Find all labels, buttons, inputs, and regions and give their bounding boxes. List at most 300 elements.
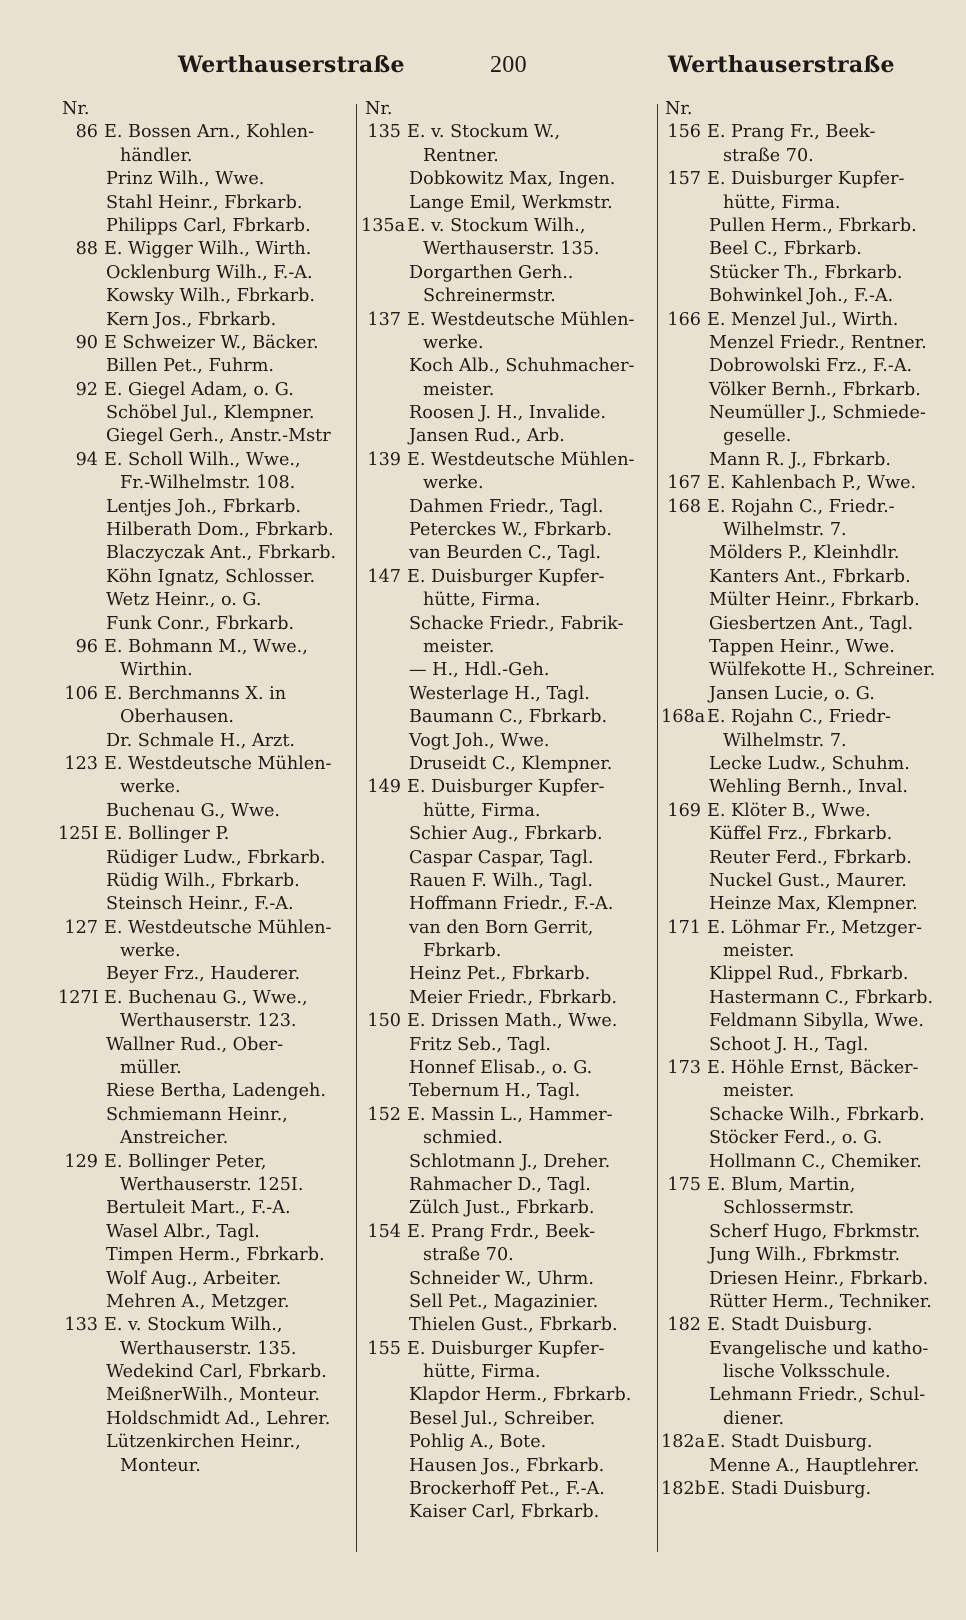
resident-line (361, 917, 655, 940)
owner-text: E. Kahlenbach P., Wwe. (707, 473, 917, 494)
column-2 (361, 98, 655, 1525)
continuation-line (361, 1361, 655, 1384)
resident-text: Kaiser Carl, Fbrkarb. (409, 1502, 600, 1523)
resident-line (58, 566, 354, 589)
owner-text: E. Stadi Duisburg. (707, 1479, 872, 1500)
house-entry (58, 238, 354, 261)
resident-text: Kanters Ant., Fbrkarb. (709, 566, 911, 587)
resident-line (661, 566, 956, 589)
house-entry (661, 1431, 956, 1454)
continuation-text: werke. (120, 777, 181, 798)
resident-line (661, 1455, 956, 1478)
resident-text: Honnef Elisab., o. G. (409, 1058, 593, 1079)
continuation-text: Monteur. (120, 1455, 201, 1476)
resident-line (58, 1244, 354, 1267)
resident-line (661, 987, 956, 1010)
owner-text: E. Blum, Martin, (707, 1174, 856, 1195)
continuation-text: Wilhelmstr. 7. (723, 730, 847, 751)
resident-line (58, 870, 354, 893)
resident-text: Meier Friedr., Fbrkarb. (409, 987, 617, 1008)
continuation-text: lische Volksschule. (723, 1362, 891, 1383)
resident-text: Schöbel Jul., Klempner. (106, 403, 315, 424)
owner-text: E. Rojahn C., Friedr- (707, 707, 891, 728)
resident-line (58, 613, 354, 636)
house-entry (361, 1221, 655, 1244)
continuation-text: schmied. (423, 1128, 503, 1149)
continuation-line (361, 472, 655, 495)
continuation-line (58, 1174, 354, 1197)
resident-text: Dr. Schmale H., Arzt. (106, 730, 295, 751)
house-number: 166 (667, 309, 701, 330)
resident-text: Besel Jul., Schreiber. (409, 1408, 596, 1429)
resident-line (661, 636, 956, 659)
house-entry (661, 309, 956, 332)
resident-line (361, 1174, 655, 1197)
owner-text: E. Prang Fr., Beek- (707, 122, 876, 143)
resident-line (661, 238, 956, 261)
house-number: 92 (75, 379, 98, 400)
resident-text: Prinz Wilh., Wwe. (106, 169, 265, 190)
house-entry (661, 168, 956, 191)
house-number: 150 (367, 1011, 401, 1032)
resident-line (361, 1384, 655, 1407)
house-entry (58, 753, 354, 776)
resident-text: Dobrowolski Frz., F.-A. (709, 356, 913, 377)
continuation-line (58, 472, 354, 495)
continuation-text: meister. (423, 379, 495, 400)
house-entry (58, 917, 354, 940)
continuation-text: Werthauserstr. 125I. (120, 1174, 304, 1195)
continuation-line (661, 425, 956, 448)
resident-text: Zülch Just., Fbrkarb. (409, 1198, 595, 1219)
resident-text: Schacke Wilh., Fbrkarb. (709, 1104, 925, 1125)
resident-line (361, 355, 655, 378)
house-number: 133 (64, 1315, 98, 1336)
resident-text: Sell Pet., Magazinier. (409, 1291, 599, 1312)
resident-line (661, 1010, 956, 1033)
resident-line (361, 823, 655, 846)
house-entry (361, 449, 655, 472)
resident-line (361, 753, 655, 776)
resident-line (361, 893, 655, 916)
continuation-line (361, 1244, 655, 1267)
resident-text: Giesbertzen Ant., Tagl. (709, 613, 914, 634)
owner-text: E. Westdeutsche Mühlen- (407, 449, 635, 470)
house-number: 88 (75, 239, 98, 260)
resident-text: Giegel Gerh., Anstr.-Mstr (106, 426, 331, 447)
nr-label: Nr. (62, 99, 90, 119)
resident-text: Dobkowitz Max, Ingen. (409, 169, 616, 190)
house-number: 154 (367, 1221, 401, 1242)
house-entry (661, 1057, 956, 1080)
continuation-text: hütte, Firma. (723, 192, 841, 213)
resident-text: Mann R. J., Fbrkarb. (709, 449, 891, 470)
resident-line (58, 262, 354, 285)
resident-text: MeißnerWilh., Monteur. (106, 1385, 320, 1406)
resident-text: Wehling Bernh., Inval. (709, 777, 908, 798)
resident-line (58, 1361, 354, 1384)
continuation-line (58, 145, 354, 168)
resident-text: Rütter Herm., Techniker. (709, 1291, 932, 1312)
house-number: 139 (367, 449, 401, 470)
continuation-text: Fr.-Wilhelmstr. 108. (120, 473, 296, 494)
resident-line (58, 168, 354, 191)
column-rule (657, 104, 658, 1552)
resident-line (361, 402, 655, 425)
continuation-line (361, 238, 655, 261)
resident-text: Thielen Gust., Fbrkarb. (409, 1315, 618, 1336)
resident-line (58, 730, 354, 753)
resident-text: Menne A., Hauptlehrer. (709, 1455, 920, 1476)
owner-text: E. Giegel Adam, o. G. (104, 379, 294, 400)
continuation-text: Wilhelmstr. 7. (723, 520, 847, 541)
owner-text: E. Stadt Duisburg. (707, 1432, 873, 1453)
continuation-text: Werthauserstr. 135. (120, 1338, 297, 1359)
resident-text: Schier Aug., Fbrkarb. (409, 824, 603, 845)
continuation-line (58, 1010, 354, 1033)
house-number: 129 (64, 1151, 98, 1172)
resident-text: van den Born Gerrit, (409, 917, 594, 938)
resident-line (58, 425, 354, 448)
resident-text: Brockerhoff Pet., F.-A. (409, 1479, 605, 1500)
resident-text: Schacke Friedr., Fabrik- (409, 613, 624, 634)
resident-text: Mülter Heinr., Fbrkarb. (709, 590, 920, 611)
owner-text: E. Bollinger Peter, (104, 1151, 267, 1172)
resident-text: Bohwinkel Joh., F.-A. (709, 286, 894, 307)
house-entry (58, 1151, 354, 1174)
resident-line (361, 1080, 655, 1103)
resident-line (361, 1057, 655, 1080)
resident-text: Funk Conr., Fbrkarb. (106, 613, 295, 634)
resident-line (661, 379, 956, 402)
resident-line (361, 847, 655, 870)
resident-line (58, 800, 354, 823)
number-column-heading (661, 98, 956, 121)
house-number: 149 (367, 777, 401, 798)
resident-text: Stücker Th., Fbrkarb. (709, 262, 903, 283)
resident-line (661, 823, 956, 846)
owner-text: E. v. Stockum Wilh., (407, 215, 586, 236)
continuation-text: müller. (120, 1058, 182, 1079)
resident-text: Schlotmann J., Dreher. (409, 1151, 611, 1172)
house-entry (58, 121, 354, 144)
house-number: 94 (75, 449, 98, 470)
house-number: 123 (64, 753, 98, 774)
house-entry (661, 1478, 956, 1501)
resident-text: Wedekind Carl, Fbrkarb. (106, 1362, 327, 1383)
house-number: 127 (64, 917, 98, 938)
house-entry (661, 1314, 956, 1337)
resident-text: Philipps Carl, Fbrkarb. (106, 215, 311, 236)
resident-line (58, 1221, 354, 1244)
resident-text: Vogt Joh., Wwe. (409, 730, 550, 751)
resident-line (361, 496, 655, 519)
resident-line (361, 870, 655, 893)
resident-line (361, 1268, 655, 1291)
continuation-line (661, 519, 956, 542)
resident-line (58, 496, 354, 519)
resident-line (661, 215, 956, 238)
house-number: 167 (667, 473, 701, 494)
owner-text: E. Menzel Jul., Wirth. (707, 309, 899, 330)
running-header-right: Werthauserstraße (668, 52, 895, 78)
continuation-line (661, 145, 956, 168)
number-column-heading (58, 98, 354, 121)
continuation-text: Oberhausen. (120, 707, 235, 728)
resident-text: Wasel Albr., Tagl. (106, 1221, 260, 1242)
resident-text: Baumann C., Fbrkarb. (409, 707, 608, 728)
resident-text: Dorgarthen Gerh.. (409, 262, 574, 283)
resident-line (661, 963, 956, 986)
continuation-line (361, 800, 655, 823)
resident-line (661, 613, 956, 636)
house-number: 90 (75, 332, 98, 353)
resident-line (361, 192, 655, 215)
resident-text: Schoot J. H., Tagl. (709, 1034, 869, 1055)
resident-line (361, 963, 655, 986)
resident-line (361, 706, 655, 729)
house-number: 171 (667, 917, 701, 938)
resident-text: Hollmann C., Chemiker. (709, 1151, 922, 1172)
house-number: 96 (75, 636, 98, 657)
house-number: 125I (58, 824, 99, 845)
continuation-text: meister. (723, 941, 795, 962)
resident-line (661, 542, 956, 565)
resident-line (58, 1268, 354, 1291)
resident-line (661, 1127, 956, 1150)
continuation-line (361, 379, 655, 402)
continuation-text: Anstreicher. (120, 1128, 229, 1149)
house-number: 147 (367, 566, 401, 587)
number-column-heading (361, 98, 655, 121)
house-entry (661, 472, 956, 495)
owner-text: E. Drissen Math., Wwe. (407, 1011, 618, 1032)
owner-text: E. Bohmann M., Wwe., (104, 636, 308, 657)
resident-text: Hastermann C., Fbrkarb. (709, 987, 934, 1008)
owner-text: E. Duisburger Kupfer- (407, 777, 605, 798)
resident-line (661, 332, 956, 355)
resident-text: Fritz Seb., Tagl. (409, 1034, 552, 1055)
house-number: 175 (667, 1174, 701, 1195)
owner-text: E. Prang Frdr., Beek- (407, 1221, 596, 1242)
house-entry (58, 987, 354, 1010)
resident-text: Schmiemann Heinr., (106, 1104, 288, 1125)
resident-line (661, 659, 956, 682)
house-entry (661, 121, 956, 144)
resident-text: Buchenau G., Wwe. (106, 800, 280, 821)
resident-line (58, 542, 354, 565)
owner-text: E. Löhmar Fr., Metzger- (707, 917, 923, 938)
continuation-text: hütte, Firma. (423, 800, 541, 821)
resident-text: Kern Jos., Fbrkarb. (106, 309, 277, 330)
owner-text: E. Westdeutsche Mühlen- (104, 917, 332, 938)
page-number: 200 (490, 52, 527, 78)
house-entry (661, 706, 956, 729)
house-number: 106 (64, 683, 98, 704)
continuation-line (361, 636, 655, 659)
house-entry (361, 215, 655, 238)
house-number: 169 (667, 800, 701, 821)
house-number: 86 (75, 122, 98, 143)
column-rule (356, 104, 357, 1552)
owner-text: E. v. Stockum W., (407, 122, 561, 143)
house-number: 155 (367, 1338, 401, 1359)
resident-text: Ocklenburg Wilh., F.-A. (106, 262, 313, 283)
resident-line (661, 870, 956, 893)
continuation-line (661, 1408, 956, 1431)
continuation-line (661, 1361, 956, 1384)
continuation-text: werke. (120, 941, 181, 962)
resident-text: Tappen Heinr., Wwe. (709, 636, 895, 657)
continuation-text: Schlossermstr. (723, 1198, 855, 1219)
resident-text: Koch Alb., Schuhmacher- (409, 356, 635, 377)
resident-line (58, 1080, 354, 1103)
house-number: 168a (661, 707, 706, 728)
owner-text: E. Westdeutsche Mühlen- (104, 753, 332, 774)
owner-text: E. Berchmanns X. in (104, 683, 287, 704)
house-entry (58, 636, 354, 659)
resident-text: Holdschmidt Ad., Lehrer. (106, 1408, 331, 1429)
continuation-line (361, 145, 655, 168)
continuation-text: straße 70. (423, 1245, 514, 1266)
continuation-text: Fbrkarb. (423, 941, 502, 962)
resident-line (361, 1034, 655, 1057)
owner-text: E. Wigger Wilh., Wirth. (104, 239, 312, 260)
resident-text: Mehren A., Metzger. (106, 1291, 290, 1312)
house-entry (58, 332, 354, 355)
resident-text: Hausen Jos., Fbrkarb. (409, 1455, 605, 1476)
house-number: 135a (361, 215, 406, 236)
owner-text: E. Bollinger P. (104, 824, 230, 845)
resident-text: Reuter Ferd., Fbrkarb. (709, 847, 912, 868)
resident-line (661, 285, 956, 308)
resident-text: Tebernum H., Tagl. (409, 1081, 581, 1102)
resident-line (361, 1455, 655, 1478)
resident-text: Dahmen Friedr., Tagl. (409, 496, 604, 517)
resident-line (661, 847, 956, 870)
resident-line (661, 1291, 956, 1314)
resident-text: Blaczyczak Ant., Fbrkarb. (106, 543, 337, 564)
resident-text: Jung Wilh., Fbrkmstr. (709, 1245, 901, 1266)
house-entry (361, 1104, 655, 1127)
resident-text: Heinz Pet., Fbrkarb. (409, 964, 591, 985)
resident-line (58, 215, 354, 238)
resident-text: Neumüller J., Schmiede- (709, 403, 926, 424)
resident-text: Wülfekotte H., Schreiner. (709, 660, 936, 681)
owner-text: E. Duisburger Kupfer- (407, 1338, 605, 1359)
owner-text: E. Bossen Arn., Kohlen- (104, 122, 315, 143)
house-number: 182b (661, 1479, 706, 1500)
continuation-text: hütte, Firma. (423, 1362, 541, 1383)
resident-line (661, 1244, 956, 1267)
resident-line (661, 1034, 956, 1057)
continuation-text: straße 70. (723, 145, 814, 166)
house-number: 135 (367, 122, 401, 143)
resident-line (361, 613, 655, 636)
continuation-line (58, 659, 354, 682)
house-number: 182a (661, 1432, 706, 1453)
resident-line (661, 776, 956, 799)
resident-line (661, 1384, 956, 1407)
resident-line (58, 1104, 354, 1127)
resident-text: Wetz Heinr., o. G. (106, 590, 262, 611)
resident-line (58, 847, 354, 870)
house-number: 182 (667, 1315, 701, 1336)
running-header-left: Werthauserstraße (178, 52, 405, 78)
resident-text: Rauen F. Wilh., Tagl. (409, 870, 593, 891)
resident-line (58, 355, 354, 378)
continuation-text: meister. (423, 636, 495, 657)
continuation-text: Werthauserstr. 135. (423, 239, 600, 260)
continuation-line (58, 1127, 354, 1150)
continuation-line (361, 332, 655, 355)
resident-text: Schneider W., Uhrm. (409, 1268, 594, 1289)
continuation-text: hütte, Firma. (423, 590, 541, 611)
resident-text: Roosen J. H., Invalide. (409, 403, 607, 424)
resident-line (361, 1197, 655, 1220)
resident-line (58, 589, 354, 612)
owner-text: E. Duisburger Kupfer- (707, 169, 905, 190)
resident-text: Rüdig Wilh., Fbrkarb. (106, 870, 300, 891)
continuation-text: werke. (423, 332, 484, 353)
resident-line (58, 1431, 354, 1454)
continuation-text: Rentner. (423, 145, 499, 166)
resident-line (361, 730, 655, 753)
resident-text: van Beurden C., Tagl. (409, 543, 601, 564)
resident-line (58, 1384, 354, 1407)
owner-text: E Schweizer W., Bäcker. (104, 332, 319, 353)
resident-text: Bertuleit Mart., F.-A. (106, 1198, 291, 1219)
resident-line (661, 589, 956, 612)
house-number: 173 (667, 1058, 701, 1079)
resident-text: — H., Hdl.-Geh. (409, 660, 550, 681)
resident-line (58, 1197, 354, 1220)
resident-text: Kowsky Wilh., Fbrkarb. (106, 286, 315, 307)
resident-text: Pullen Herm., Fbrkarb. (709, 215, 917, 236)
continuation-line (661, 730, 956, 753)
continuation-line (58, 706, 354, 729)
resident-text: Beyer Frz., Hauderer. (106, 964, 301, 985)
continuation-text: Wirthin. (120, 660, 193, 681)
resident-line (661, 355, 956, 378)
resident-line (661, 1268, 956, 1291)
house-entry (661, 496, 956, 519)
continuation-line (661, 1080, 956, 1103)
resident-text: Heinze Max, Klempner. (709, 894, 918, 915)
resident-text: Driesen Heinr., Fbrkarb. (709, 1268, 929, 1289)
resident-text: Steinsch Heinr., F.-A. (106, 894, 294, 915)
resident-text: Lecke Ludw., Schuhm. (709, 753, 910, 774)
continuation-line (58, 1338, 354, 1361)
resident-text: Klippel Rud., Fbrkarb. (709, 964, 909, 985)
owner-text: E. Stadt Duisburg. (707, 1315, 873, 1336)
nr-label: Nr. (365, 99, 393, 119)
continuation-text: händler. (120, 145, 193, 166)
resident-text: Riese Bertha, Ladengeh. (106, 1081, 326, 1102)
resident-line (58, 519, 354, 542)
resident-line (361, 425, 655, 448)
column-3 (661, 98, 956, 1501)
house-number: 152 (367, 1104, 401, 1125)
continuation-line (58, 1455, 354, 1478)
resident-text: Rahmacher D., Tagl. (409, 1174, 591, 1195)
continuation-line (661, 192, 956, 215)
resident-text: Druseidt C., Klempner. (409, 753, 613, 774)
resident-text: Menzel Friedr., Rentner. (709, 332, 927, 353)
resident-line (661, 1104, 956, 1127)
resident-text: Stahl Heinr., Fbrkarb. (106, 192, 303, 213)
column-1 (58, 98, 354, 1478)
